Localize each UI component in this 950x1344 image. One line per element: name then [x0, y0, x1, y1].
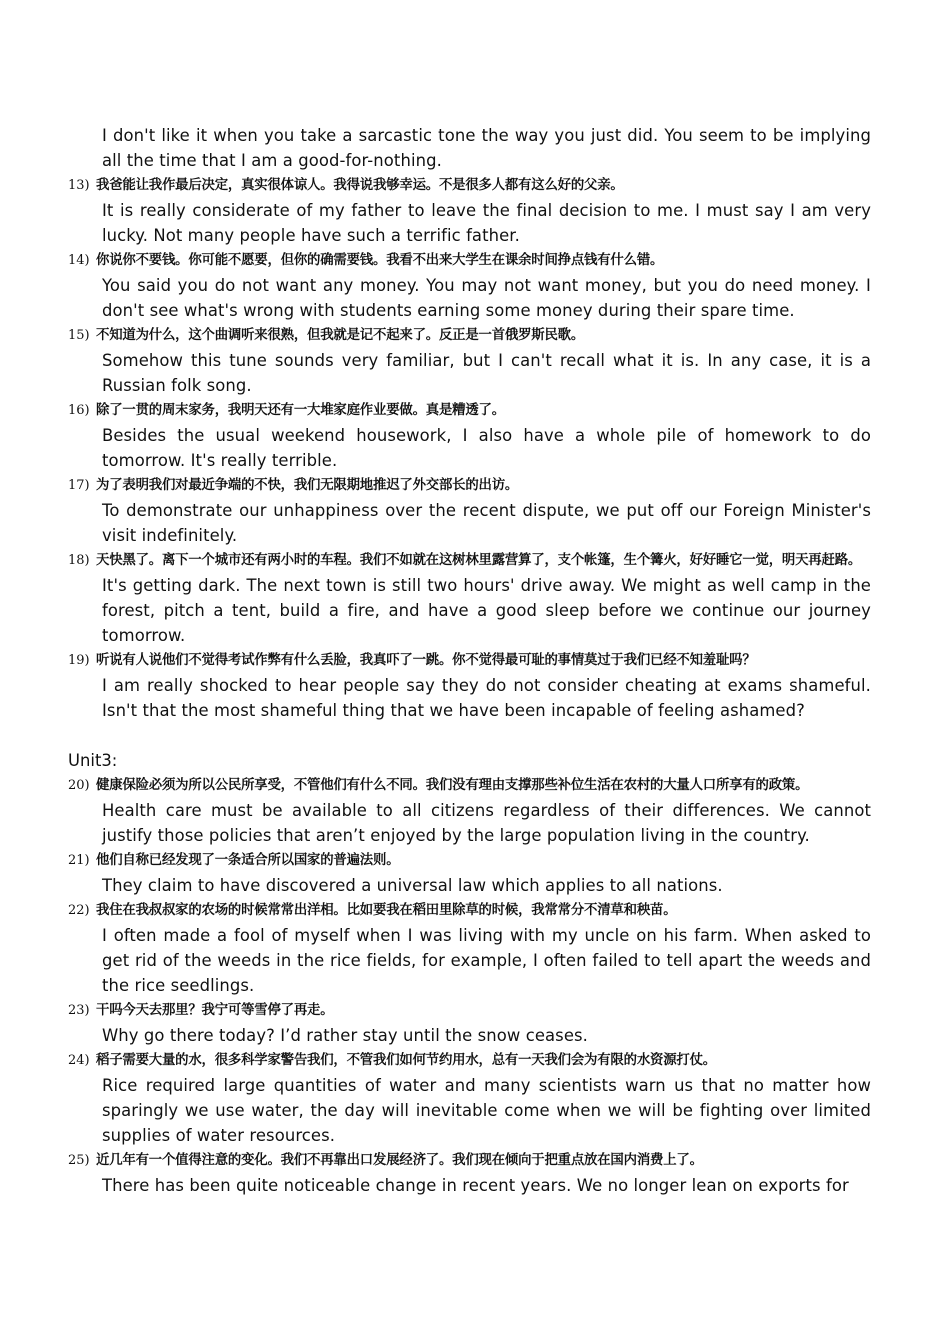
- chinese-sentence: 你说你不要钱。你可能不愿要，但你的确需要钱。我看不出来大学生在课余时间挣点钱有什么错。: [96, 253, 664, 268]
- section-spacer: [68, 723, 886, 748]
- item-23: [68, 998, 886, 1048]
- item-21: [68, 848, 886, 898]
- item-number: 24): [68, 1053, 90, 1068]
- item-number: 18): [68, 553, 90, 568]
- english-answer: Health care must be available to all citizens regardless of their differences. We cannot justify those policies that aren’t enjoyed by the large population living in the country.: [102, 801, 871, 845]
- document-content: [68, 123, 886, 1198]
- item-16: [68, 398, 886, 473]
- chinese-sentence: 健康保险必须为所以公民所享受，不管他们有什么不同。我们没有理由支撑那些补位生活在农村的大量人口所享有的政策。: [96, 778, 809, 793]
- chinese-sentence: 稻子需要大量的水，很多科学家警告我们，不管我们如何节约用水，总有一天我们会为有限的水资源打仗。: [96, 1053, 716, 1068]
- english-answer: Why go there today? I’d rather stay until the snow ceases.: [102, 1026, 588, 1045]
- item-22: [68, 898, 886, 998]
- item-number: 19): [68, 653, 90, 668]
- english-answer: Rice required large quantities of water and many scientists warn us that no matter how sparingly we use water, the day will inevitable come when we will be fighting over limited supplies of water resources.: [102, 1076, 871, 1145]
- item-number: 23): [68, 1003, 90, 1018]
- english-answer: It is really considerate of my father to leave the final decision to me. I must say I am very lucky. Not many people have such a terrific father.: [102, 201, 871, 245]
- english-answer: Somehow this tune sounds very familiar, but I can't recall what it is. In any case, it is a Russian folk song.: [102, 351, 871, 395]
- item-number: 13): [68, 178, 90, 193]
- item-number: 14): [68, 253, 90, 268]
- chinese-sentence: 除了一贯的周末家务，我明天还有一大堆家庭作业要做。真是糟透了。: [96, 403, 505, 418]
- item-number: 15): [68, 328, 90, 343]
- item-19: [68, 648, 886, 723]
- item-24: [68, 1048, 886, 1148]
- item-number: 22): [68, 903, 90, 918]
- intro-answer: I don't like it when you take a sarcastic tone the way you just did. You seem to be implying all the time that I am a good-for-nothing.: [102, 126, 871, 170]
- chinese-sentence: 天快黑了。离下一个城市还有两小时的车程。我们不如就在这树林里露营算了，支个帐篷，生个篝火，好好睡它一觉，明天再赶路。: [96, 553, 862, 568]
- item-number: 21): [68, 853, 90, 868]
- english-answer: To demonstrate our unhappiness over the recent dispute, we put off our Foreign Minister's visit indefinitely.: [102, 501, 871, 545]
- chinese-sentence: 不知道为什么，这个曲调听来很熟，但我就是记不起来了。反正是一首俄罗斯民歌。: [96, 328, 585, 343]
- item-number: 16): [68, 403, 90, 418]
- english-answer: There has been quite noticeable change in recent years. We no longer lean on exports for: [102, 1176, 849, 1195]
- chinese-sentence: 近几年有一个值得注意的变化。我们不再靠出口发展经济了。我们现在倾向于把重点放在国内消费上了。: [96, 1153, 703, 1168]
- item-number: 25): [68, 1153, 90, 1168]
- chinese-sentence: 我爸能让我作最后决定，真实很体谅人。我得说我够幸运。不是很多人都有这么好的父亲。: [96, 178, 624, 193]
- english-answer: It's getting dark. The next town is still two hours' drive away. We might as well camp in the forest, pitch a tent, build a fire, and have a good sleep before we continue our journey tomorrow.: [102, 576, 871, 645]
- item-15: [68, 323, 886, 398]
- item-number: 20): [68, 778, 90, 793]
- chinese-sentence: 听说有人说他们不觉得考试作弊有什么丢脸，我真吓了一跳。你不觉得最可耻的事情莫过于我们已经不知羞耻吗？: [96, 653, 756, 668]
- chinese-sentence: 我住在我叔叔家的农场的时候常常出洋相。比如要我在稻田里除草的时候，我常常分不清草和秧苗。: [96, 903, 677, 918]
- item-13: [68, 173, 886, 248]
- item-14: [68, 248, 886, 323]
- chinese-sentence: 他们自称已经发现了一条适合所以国家的普遍法则。: [96, 853, 400, 868]
- english-answer: Besides the usual weekend housework, I also have a whole pile of homework to do tomorrow. It's really terrible.: [102, 426, 871, 470]
- item-17: [68, 473, 886, 548]
- item-25: [68, 1148, 886, 1198]
- english-answer: I often made a fool of myself when I was living with my uncle on his farm. When asked to get rid of the weeds in the rice fields, for example, I often failed to tell apart the weeds and the rice seedlings.: [102, 926, 871, 995]
- chinese-sentence: 干吗今天去那里？我宁可等雪停了再走。: [96, 1003, 334, 1018]
- item-number: 17): [68, 478, 90, 493]
- item-20: [68, 773, 886, 848]
- english-answer: I am really shocked to hear people say they do not consider cheating at exams shameful. Isn't that the most shameful thing that we have been incapable of feeling ashamed?: [102, 676, 871, 720]
- chinese-sentence: 为了表明我们对最近争端的不快，我们无限期地推迟了外交部长的出访。: [96, 478, 519, 493]
- english-answer: They claim to have discovered a universal law which applies to all nations.: [102, 876, 723, 895]
- unit-heading: Unit3:: [68, 751, 118, 770]
- english-answer: You said you do not want any money. You may not want money, but you do need money. I don't see what's wrong with students earning some money during their spare time.: [102, 276, 871, 320]
- item-18: [68, 548, 886, 648]
